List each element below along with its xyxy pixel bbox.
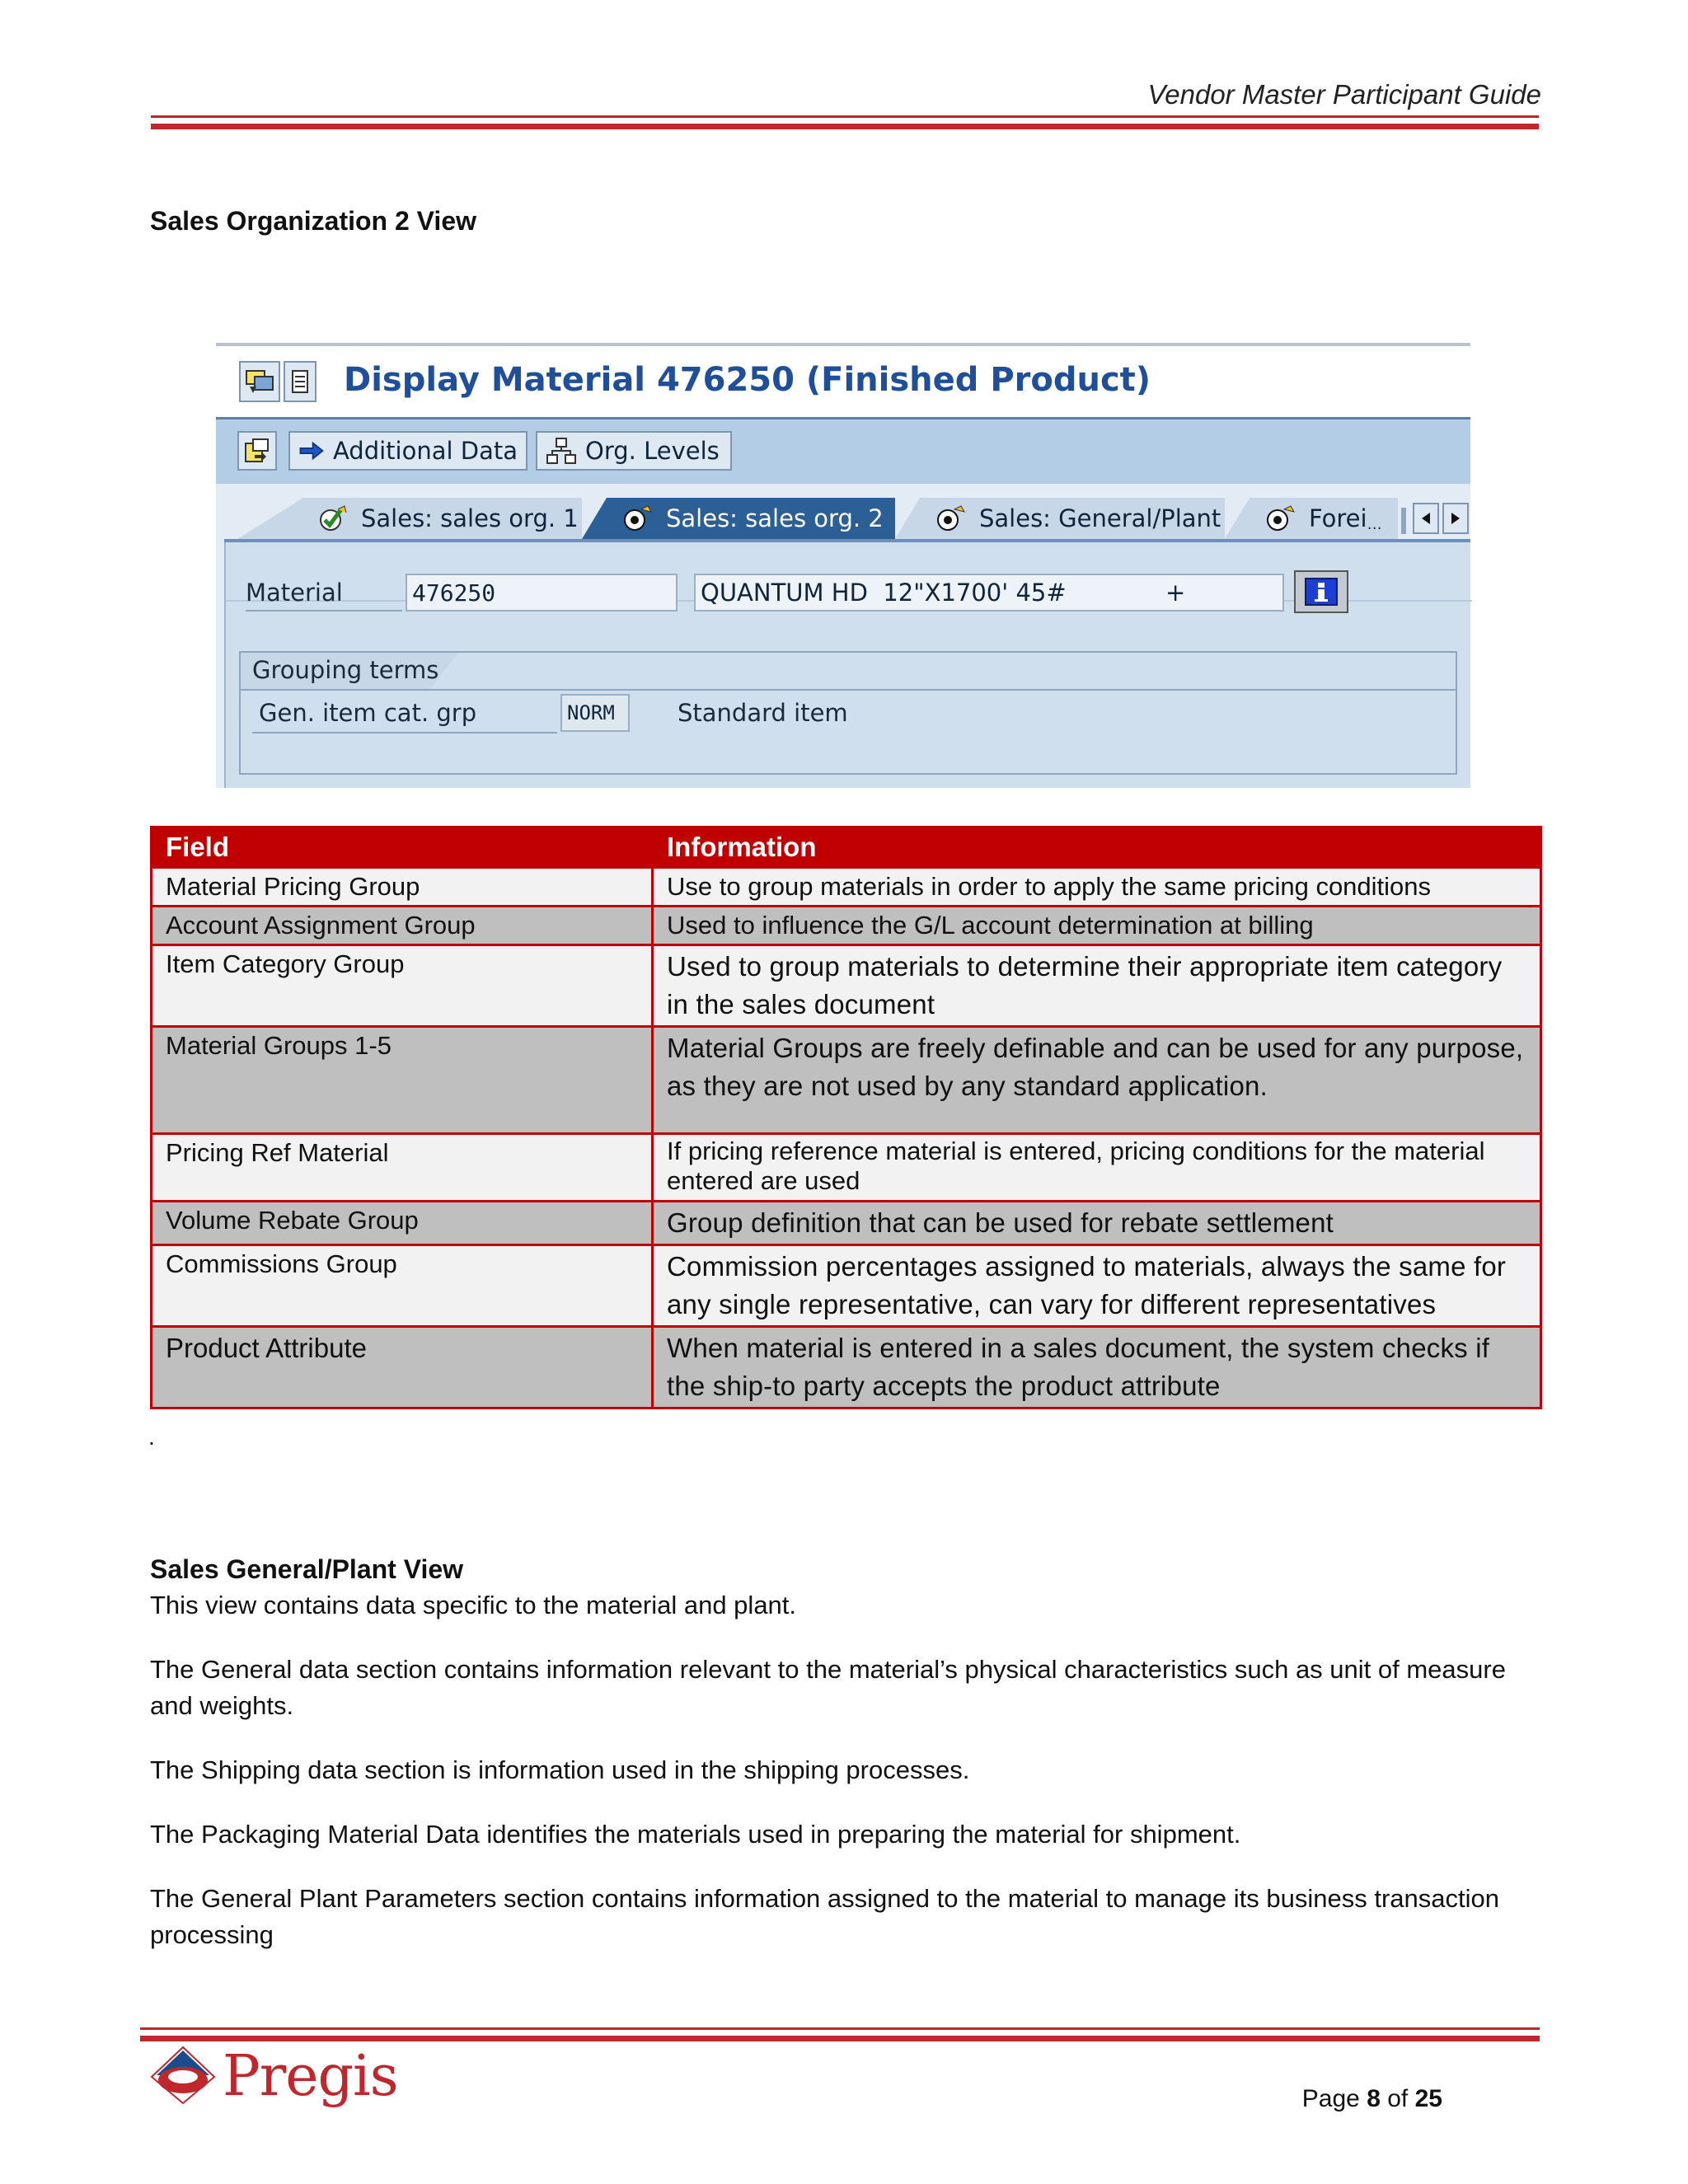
- org-levels-label: Org. Levels: [585, 437, 720, 465]
- tab-strip-edge: [237, 498, 303, 539]
- sap-screen-title: Display Material 476250 (Finished Product): [344, 361, 1151, 399]
- additional-info-button[interactable]: [1294, 570, 1348, 613]
- checkmark-icon: [316, 504, 349, 532]
- tab-foreign-trade-label: Forei: [1309, 504, 1367, 532]
- page-total: 25: [1414, 2085, 1442, 2112]
- grouping-terms-title: Grouping terms: [252, 656, 439, 684]
- sap-title-bar: [216, 346, 1470, 419]
- footer-rule: [140, 2027, 1540, 2030]
- org-structure-icon: [546, 437, 577, 465]
- tab-sales-general-plant[interactable]: [920, 498, 1225, 539]
- table-header-information: Information: [653, 827, 1541, 868]
- table-row: [152, 945, 1541, 1027]
- gen-item-cat-grp-underline: [252, 732, 557, 733]
- table-cell-info: Commission percentages assigned to materials, always the same for any single representative, can vary for different representatives: [653, 1245, 1541, 1327]
- tab-edge-3: [1225, 498, 1250, 539]
- grouping-title-divider: [241, 689, 1456, 691]
- paragraph-general-data: The General data section contains information relevant to the material’s physical characteristics such as unit of measure and weights.: [150, 1655, 1506, 1720]
- section-heading-sales-general-plant: Sales General/Plant View: [150, 1554, 464, 1584]
- org-levels-button[interactable]: [536, 431, 732, 471]
- table-cell-info: Used to group materials to determine their appropriate item category in the sales document: [653, 945, 1541, 1027]
- table-cell-field: Account Assignment Group: [152, 907, 653, 945]
- material-description-field[interactable]: [694, 574, 1284, 612]
- material-label: Material: [246, 579, 343, 607]
- arrow-right-icon: [298, 438, 325, 463]
- header-rule-thick: [151, 124, 1539, 129]
- table-row: [152, 868, 1541, 907]
- sap-application-toolbar: [216, 419, 1470, 484]
- target-icon: [621, 504, 654, 532]
- table-cell-field: Pricing Ref Material: [152, 1134, 653, 1202]
- field-information-table: [150, 826, 1542, 1409]
- page-prefix: Page: [1301, 2085, 1360, 2112]
- pregis-logo-icon: [148, 2044, 218, 2111]
- triangle-right-icon: [1450, 511, 1461, 526]
- triangle-left-icon: [1420, 511, 1432, 526]
- table-cell-field: Material Pricing Group: [152, 868, 653, 907]
- table-row: [152, 1134, 1541, 1202]
- table-row: [152, 907, 1541, 945]
- screen-help-icon[interactable]: [239, 361, 280, 402]
- footer-rule-thick: [140, 2036, 1540, 2041]
- target-icon: [1264, 504, 1297, 532]
- table-cell-field: Item Category Group: [152, 945, 653, 1027]
- tab-list-separator: [1401, 508, 1406, 534]
- table-cell-field: Volume Rebate Group: [152, 1202, 653, 1245]
- material-number-field[interactable]: 476250: [406, 574, 678, 612]
- tab-active-edge: [582, 498, 607, 539]
- table-row: [152, 1202, 1541, 1245]
- paragraph-shipping-data: The Shipping data section is information used in the shipping processes.: [150, 1755, 970, 1784]
- info-icon: [1304, 577, 1339, 607]
- tab-edge-2: [895, 498, 920, 539]
- material-label-underline: [246, 610, 402, 612]
- additional-data-button[interactable]: [288, 431, 528, 471]
- table-cell-field: Material Groups 1-5: [152, 1027, 653, 1134]
- paragraph-packaging-material: The Packaging Material Data identifies the materials used in preparing the material for shipment.: [150, 1820, 1241, 1849]
- tab-sales-org-1[interactable]: [302, 498, 582, 539]
- stray-period: .: [148, 1424, 155, 1450]
- table-header-row: [152, 827, 1541, 868]
- sap-tab-content: [224, 542, 1470, 788]
- sap-title-icons: [239, 361, 316, 402]
- sap-screenshot: [216, 343, 1470, 788]
- scroll-tabs-right-button[interactable]: [1442, 503, 1469, 534]
- tab-truncation-ellipsis: …: [1367, 515, 1382, 533]
- gen-item-cat-grp-field[interactable]: NORM: [560, 694, 630, 732]
- tab-sales-general-plant-label: Sales: General/Plant: [979, 504, 1221, 532]
- table-header-field: Field: [152, 827, 653, 868]
- table-cell-info: Used to influence the G/L account determination at billing: [653, 907, 1541, 945]
- table-row: [152, 1027, 1541, 1134]
- gen-item-cat-grp-description: Standard item: [678, 699, 848, 727]
- tab-foreign-trade[interactable]: [1250, 498, 1398, 539]
- pregis-wordmark: Pregis: [223, 2044, 398, 2109]
- table-row: [152, 1327, 1541, 1408]
- header-rule: [151, 115, 1539, 118]
- tab-sales-org-2-label: Sales: sales org. 2: [666, 504, 884, 532]
- material-description-plus: +: [1165, 579, 1186, 607]
- tab-sales-org-2[interactable]: [607, 498, 895, 539]
- table-cell-info: Material Groups are freely definable and can be used for any purpose, as they are not used by any standard application.: [653, 1027, 1541, 1134]
- material-description-value: QUANTUM HD 12"X1700' 45#: [701, 579, 1067, 607]
- tab-sales-org-1-label: Sales: sales org. 1: [361, 504, 579, 532]
- table-cell-info: Use to group materials in order to apply the same pricing conditions: [653, 868, 1541, 907]
- scroll-tabs-left-button[interactable]: [1413, 503, 1439, 534]
- table-row: [152, 1245, 1541, 1327]
- page-of: of: [1387, 2085, 1409, 2112]
- page-number: [1236, 2085, 1442, 2113]
- paragraph-view-intro: This view contains data specific to the material and plant.: [150, 1591, 797, 1619]
- page-header-title: Vendor Master Participant Guide: [1147, 79, 1541, 110]
- table-cell-info: If pricing reference material is entered, pricing conditions for the material entered are used: [653, 1134, 1541, 1202]
- section-heading-sales-org-2: Sales Organization 2 View: [150, 206, 476, 236]
- document-icon[interactable]: [284, 361, 316, 402]
- additional-data-label: Additional Data: [332, 437, 518, 465]
- page-current: 8: [1367, 2085, 1381, 2112]
- table-cell-info: Group definition that can be used for rebate settlement: [653, 1202, 1541, 1245]
- paragraph-general-plant-parameters: The General Plant Parameters section contains information assigned to the material to manage its business transaction processing: [150, 1884, 1499, 1949]
- table-cell-field: Commissions Group: [152, 1245, 653, 1327]
- gen-item-cat-grp-label: Gen. item cat. grp: [259, 699, 477, 727]
- table-cell-info: When material is entered in a sales document, the system checks if the ship-to party accepts the product attribute: [653, 1327, 1541, 1408]
- target-icon: [935, 504, 968, 532]
- table-cell-field: Product Attribute: [152, 1327, 653, 1408]
- other-material-icon[interactable]: [237, 431, 277, 471]
